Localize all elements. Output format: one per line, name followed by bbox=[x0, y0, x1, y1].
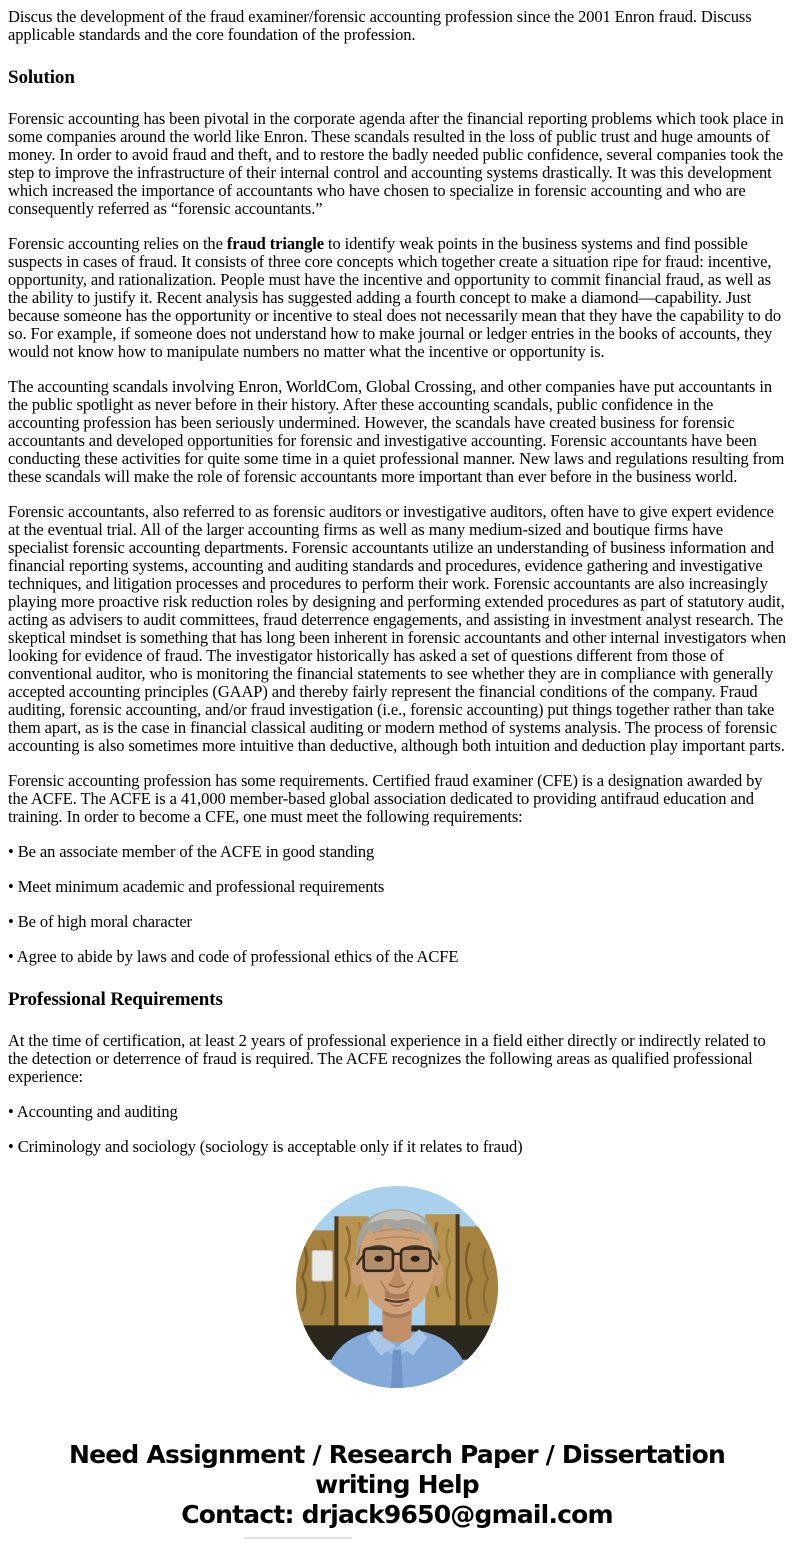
faded-underline bbox=[244, 1537, 352, 1539]
fraud-triangle-text-after: to identify weak points in the business systems and find possible suspects in cases of fraud. It consists of three core concepts which together create a situation ripe for fraud: incentive, opportunity, and rationalization. People must have the incentive and opportunity to commit financial fraud, as well as the ability to justify it. Recent analysis has suggested adding a fourth concept to make a diamond—capability. Just because someone has the opportunity or incentive to steal does not necessarily mean that they have the capability to do so. For example, if someone does not understand how to make journal or ledger entries in the books of accounts, they would not know how to manipulate numbers no matter what the incentive or opportunity is. bbox=[8, 234, 781, 361]
footer-line-1: Need Assignment / Research Paper / Dissertation bbox=[69, 1440, 725, 1469]
footer-contact-email: Contact: drjack9650@gmail.com bbox=[181, 1500, 613, 1529]
professional-requirements-heading: Professional Requirements bbox=[8, 989, 223, 1010]
paragraph-forensic-pivotal: Forensic accounting has been pivotal in the corporate agenda after the financial reporting problems which took place in some companies around the world like Enron. These scandals resulted in the loss of public trust and huge amounts of money. In order to avoid fraud and theft, and to restore the badly needed public confidence, several companies took the step to improve the infrastructure of their internal control and accounting systems drastically. It was this development which increased the importance of accountants who have chosen to specialize in forensic accounting and who are consequently referred as “forensic accountants.” bbox=[8, 109, 784, 218]
paragraph-certification-experience: At the time of certification, at least 2 years of professional experience in a field either directly or indirectly related to the detection or deterrence of fraud is required. The ACFE recognizes the following areas as qualified professional experience: bbox=[8, 1031, 766, 1086]
bullet-acfe-member: • Be an associate member of the ACFE in good standing bbox=[8, 842, 375, 861]
footer-line-2: writing Help bbox=[315, 1470, 479, 1499]
portrait-container bbox=[8, 1186, 786, 1388]
fraud-triangle-term: fraud triangle bbox=[226, 234, 324, 253]
solution-heading: Solution bbox=[8, 67, 75, 88]
portrait-photo bbox=[296, 1186, 498, 1388]
footer-promo bbox=[8, 1440, 786, 1530]
fraud-triangle-text-before: Forensic accounting relies on the bbox=[8, 234, 227, 253]
question-text: Discus the development of the fraud examiner/forensic accounting profession since the 2001 Enron fraud. Discuss applicable standards and the core foundation of the profession. bbox=[8, 7, 752, 44]
paragraph-fraud-triangle bbox=[8, 235, 786, 361]
bullet-academic-requirements: • Meet minimum academic and professional requirements bbox=[8, 877, 385, 896]
bullet-professional-ethics: • Agree to abide by laws and code of professional ethics of the ACFE bbox=[8, 947, 459, 966]
bullet-criminology-sociology: • Criminology and sociology (sociology is acceptable only if it relates to fraud) bbox=[8, 1137, 523, 1156]
bullet-accounting-auditing: • Accounting and auditing bbox=[8, 1102, 178, 1121]
paragraph-accounting-scandals: The accounting scandals involving Enron, WorldCom, Global Crossing, and other companies have put accountants in the public spotlight as never before in their history. After these accounting scandals, public confidence in the accounting profession has been seriously undermined. However, the scandals have created business for forensic accountants and developed opportunities for forensic and investigative accounting. Forensic accountants have been conducting these activities for quite some time in a quiet professional manner. New laws and regulations resulting from these scandals will make the role of forensic accountants more important than ever before in the business world. bbox=[8, 377, 785, 486]
bullet-moral-character: • Be of high moral character bbox=[8, 912, 192, 931]
paragraph-expert-evidence: Forensic accountants, also referred to as forensic auditors or investigative auditors, often have to give expert evidence at the eventual trial. All of the larger accounting firms as well as many medium-sized and boutique firms have specialist forensic accounting departments. Forensic accountants utilize an understanding of business information and financial reporting systems, accounting and auditing standards and procedures, evidence gathering and investigative techniques, and litigation processes and procedures to perform their work. Forensic accountants are also increasingly playing more proactive risk reduction roles by designing and performing extended procedures as part of statutory audit, acting as advisers to audit committees, fraud deterrence engagements, and assisting in investment analyst research. The skeptical mindset is something that has long been inherent in forensic accountants and other internal investigators when looking for evidence of fraud. The investigator historically has asked a set of questions different from those of conventional auditor, who is monitoring the financial statements to see whether they are in compliance with generally accepted accounting principles (GAAP) and thereby fairly represent the financial conditions of the company. Fraud auditing, forensic accounting, and/or fraud investigation (i.e., forensic accounting) put things together rather than take them apart, as is the case in financial classical auditing or modern method of systems analysis. The process of forensic accounting is also sometimes more intuitive than deductive, although both intuition and deduction play important parts. bbox=[8, 502, 786, 755]
paragraph-cfe-designation: Forensic accounting profession has some requirements. Certified fraud examiner (CFE) is a designation awarded by the ACFE. The ACFE is a 41,000 member-based global association dedicated to providing antifraud education and training. In order to become a CFE, one must meet the following requirements: bbox=[8, 771, 763, 826]
